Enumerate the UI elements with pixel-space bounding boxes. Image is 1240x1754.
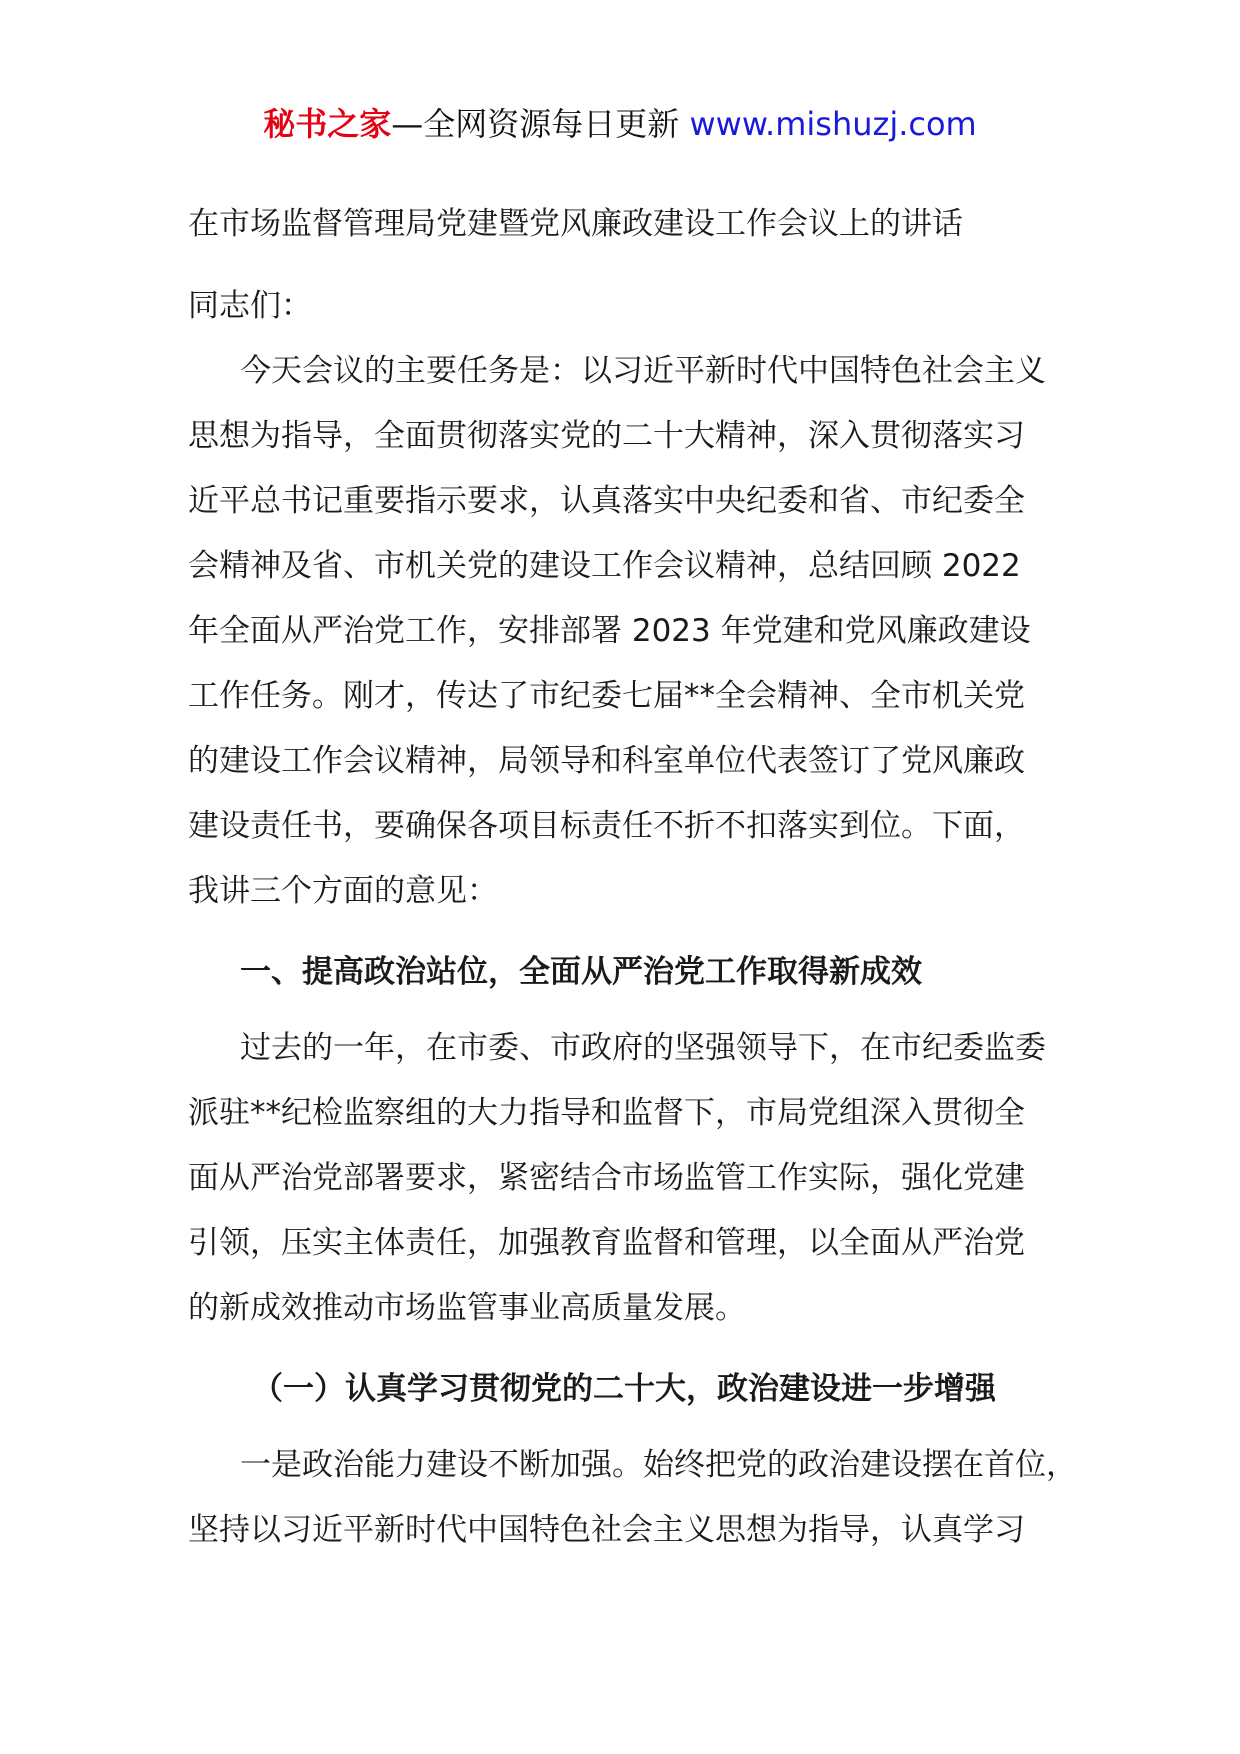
paragraph-1 xyxy=(188,339,1068,924)
document-title: 在市场监督管理局党建暨党风廉政建设工作会议上的讲话 xyxy=(188,206,963,242)
paragraph-line: 近平总书记重要指示要求，认真落实中央纪委和省、市纪委全 xyxy=(188,483,1025,519)
paragraph-line: 建设责任书，要确保各项目标责任不折不扣落实到位。下面， xyxy=(188,808,1025,844)
paragraph-2 xyxy=(188,1016,1068,1341)
paragraph-line: 引领，压实主体责任，加强教育监督和管理，以全面从严治党 xyxy=(188,1225,1025,1261)
paragraph-line: 坚持以习近平新时代中国特色社会主义思想为指导，认真学习 xyxy=(188,1512,1025,1548)
brand-name: 秘书之家 xyxy=(263,105,392,143)
salutation: 同志们： xyxy=(188,288,312,324)
paragraph-line: 思想为指导，全面贯彻落实党的二十大精神，深入贯彻落实习 xyxy=(188,418,1025,454)
paragraph-3 xyxy=(188,1433,1077,1563)
paragraph-line: 会精神及省、市机关党的建设工作会议精神，总结回顾 2022 xyxy=(188,548,1021,584)
paragraph-line: 工作任务。刚才，传达了市纪委七届**全会精神、全市机关党 xyxy=(188,678,1025,714)
paragraph-line: 派驻**纪检监察组的大力指导和监督下，市局党组深入贯彻全 xyxy=(188,1095,1025,1131)
paragraph-line: 一是政治能力建设不断加强。始终把党的政治建设摆在首位， xyxy=(240,1447,1077,1483)
subsection-heading-1: （一）认真学习贯彻党的二十大，政治建设进一步增强 xyxy=(252,1371,996,1407)
paragraph-line: 今天会议的主要任务是：以习近平新时代中国特色社会主义 xyxy=(240,353,1046,389)
document-body xyxy=(188,192,1077,1563)
paragraph-line: 我讲三个方面的意见： xyxy=(188,873,498,909)
page-header xyxy=(0,96,1240,152)
paragraph-line: 年全面从严治党工作，安排部署 2023 年党建和党风廉政建设 xyxy=(188,613,1031,649)
section-heading-1: 一、提高政治站位，全面从严治党工作取得新成效 xyxy=(240,954,922,990)
header-url-link[interactable]: www.mishuzj.com xyxy=(689,105,977,143)
paragraph-line: 的新成效推动市场监管事业高质量发展。 xyxy=(188,1290,746,1326)
paragraph-line: 过去的一年，在市委、市政府的坚强领导下，在市纪委监委 xyxy=(240,1030,1046,1066)
header-slogan: —全网资源每日更新 xyxy=(391,105,680,143)
paragraph-line: 的建设工作会议精神，局领导和科室单位代表签订了党风廉政 xyxy=(188,743,1025,779)
paragraph-line: 面从严治党部署要求，紧密结合市场监管工作实际，强化党建 xyxy=(188,1160,1025,1196)
